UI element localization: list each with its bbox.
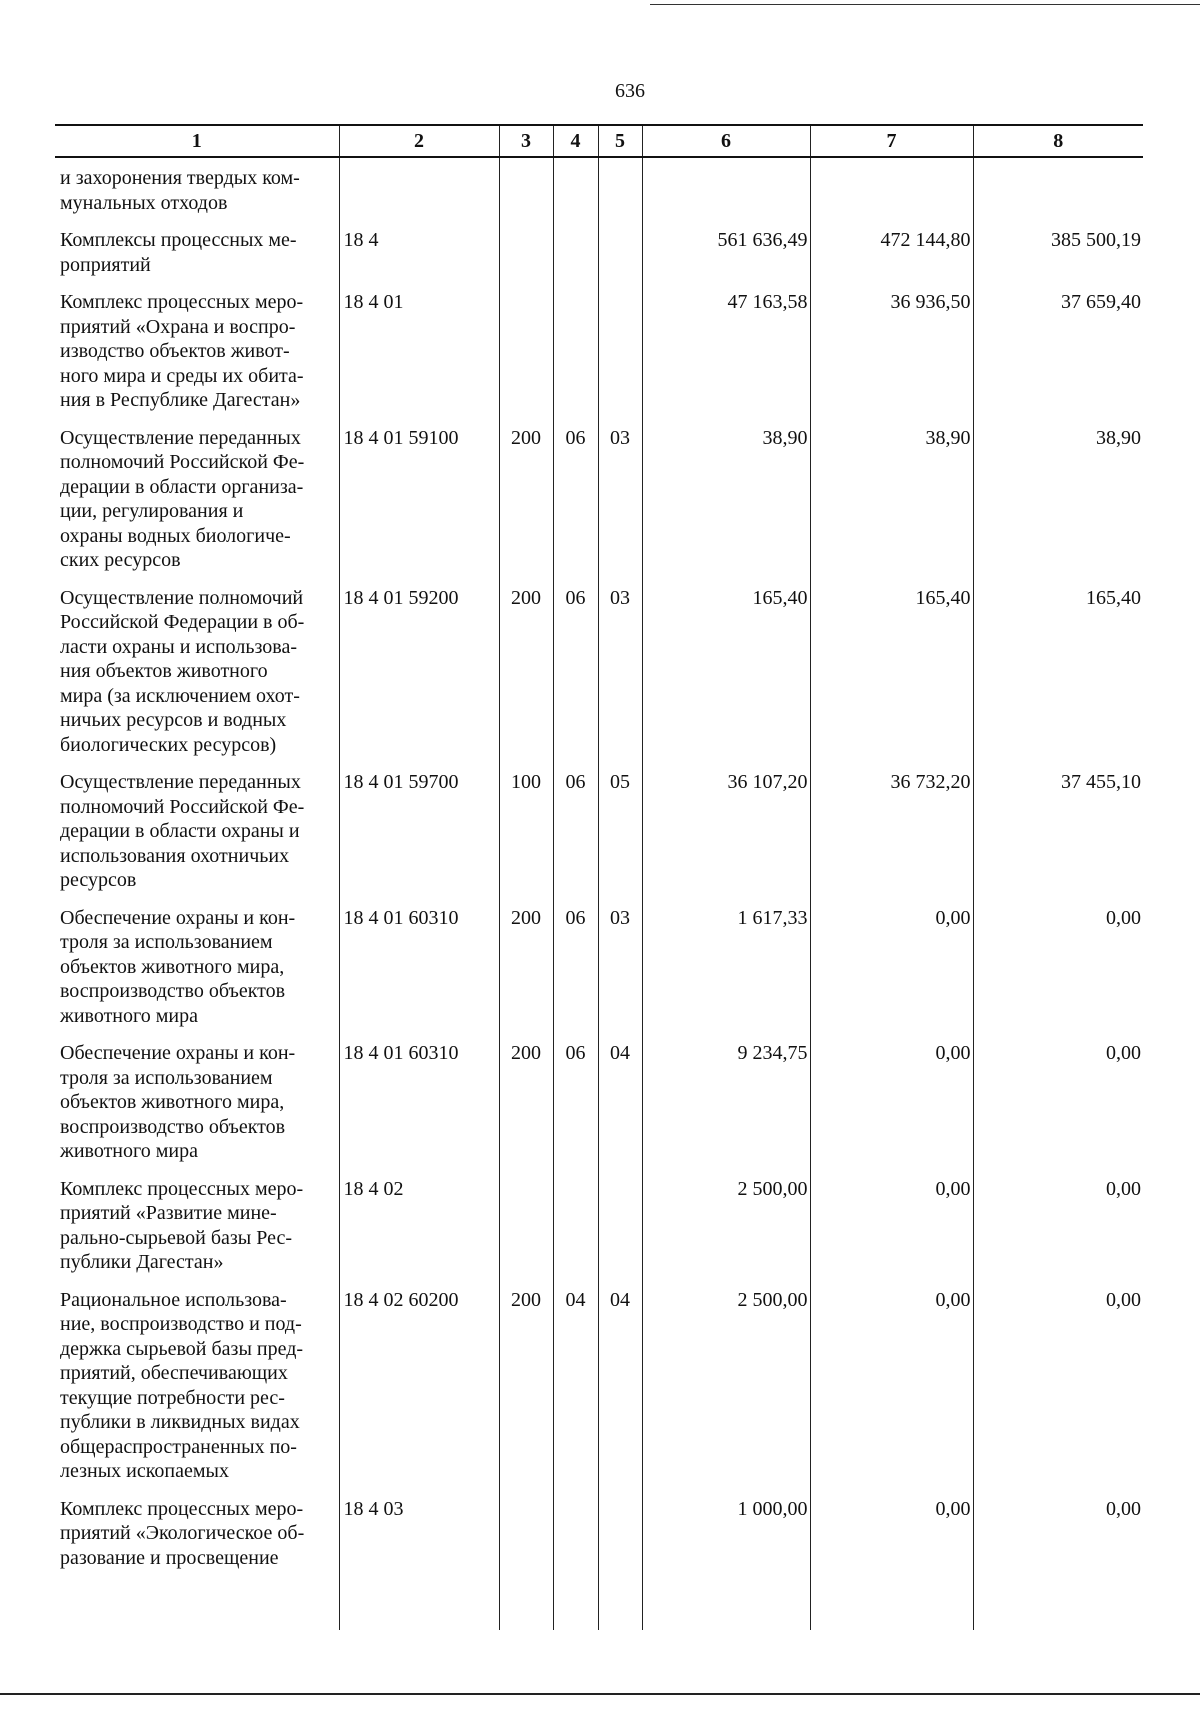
row-col3-cell — [499, 1164, 553, 1275]
row-name-cell: и захоронения твердых ком- мунальных отходов — [60, 167, 300, 214]
row-amount-col6-cell: 1 000,00 — [642, 1484, 810, 1571]
row-code-cell: 18 4 01 — [339, 277, 499, 413]
row-amount-col8-cell: 0,00 — [973, 1484, 1143, 1571]
row-col4-cell: 06 — [553, 413, 598, 573]
row-code-cell: 18 4 01 59200 — [339, 573, 499, 758]
row-col3-cell — [499, 1484, 553, 1571]
row-col4-cell: 06 — [553, 893, 598, 1029]
table-body — [55, 157, 1143, 1630]
row-col3-cell: 200 — [499, 1028, 553, 1164]
filler-cell — [55, 1570, 339, 1630]
row-col5-cell — [598, 157, 642, 215]
row-amount-col6-cell: 2 500,00 — [642, 1164, 810, 1275]
row-amount-col8-cell: 37 659,40 — [973, 277, 1143, 413]
row-col3-cell — [499, 215, 553, 277]
row-amount-col6-cell: 36 107,20 — [642, 757, 810, 893]
column-header-7: 7 — [810, 125, 973, 157]
table-header-row — [55, 125, 1143, 157]
row-name-cell: Рациональное использова- ние, воспроизводство и под- держка сырьевой базы пред- приятий, обеспечивающих текущие потребности рес- публики в ликвидных видах общераспространенных по- лезных ископаемых — [60, 1288, 304, 1482]
column-header-6: 6 — [642, 125, 810, 157]
filler-cell — [642, 1570, 810, 1630]
row-amount-col6-cell: 2 500,00 — [642, 1275, 810, 1484]
row-name-cell: Комплексы процессных ме- роприятий — [60, 229, 297, 276]
row-amount-col7-cell: 165,40 — [810, 573, 973, 758]
row-amount-col8-cell: 0,00 — [973, 1028, 1143, 1164]
filler-cell — [810, 1570, 973, 1630]
table-row — [55, 1164, 1143, 1275]
row-amount-col7-cell — [810, 157, 973, 215]
row-amount-col7-cell: 472 144,80 — [810, 215, 973, 277]
row-col3-cell: 200 — [499, 413, 553, 573]
budget-table — [55, 124, 1143, 1630]
row-amount-col7-cell: 0,00 — [810, 1484, 973, 1571]
row-amount-col6-cell: 561 636,49 — [642, 215, 810, 277]
row-col5-cell — [598, 1164, 642, 1275]
row-col4-cell — [553, 1164, 598, 1275]
row-col4-cell: 04 — [553, 1275, 598, 1484]
top-scan-rule — [650, 4, 1200, 5]
row-col4-cell: 06 — [553, 757, 598, 893]
row-col3-cell: 200 — [499, 1275, 553, 1484]
row-name-cell: Комплекс процессных меро- приятий «Развитие мине- рально-сырьевой базы Рес- публики Дагестан» — [60, 1177, 304, 1273]
row-code-cell: 18 4 03 — [339, 1484, 499, 1571]
row-col3-cell — [499, 277, 553, 413]
row-amount-col6-cell: 165,40 — [642, 573, 810, 758]
row-code-cell — [339, 157, 499, 215]
row-name-cell: Обеспечение охраны и кон- троля за использованием объектов животного мира, воспроизводство объектов животного мира — [60, 1042, 296, 1162]
row-col5-cell: 03 — [598, 573, 642, 758]
table-row — [55, 1028, 1143, 1164]
row-code-cell: 18 4 01 60310 — [339, 1028, 499, 1164]
row-col3-cell: 100 — [499, 757, 553, 893]
filler-cell — [553, 1570, 598, 1630]
table-row — [55, 413, 1143, 573]
row-amount-col6-cell — [642, 157, 810, 215]
filler-cell — [339, 1570, 499, 1630]
row-col4-cell: 06 — [553, 573, 598, 758]
table-row — [55, 215, 1143, 277]
row-code-cell: 18 4 01 59700 — [339, 757, 499, 893]
column-header-8: 8 — [973, 125, 1143, 157]
row-col4-cell — [553, 1484, 598, 1571]
row-code-cell: 18 4 — [339, 215, 499, 277]
row-amount-col7-cell: 0,00 — [810, 1275, 973, 1484]
row-name-cell: Осуществление переданных полномочий Российской Фе- дерации в области охраны и использования охотничьих ресурсов — [60, 771, 305, 891]
row-amount-col8-cell: 0,00 — [973, 1164, 1143, 1275]
filler-cell — [973, 1570, 1143, 1630]
row-amount-col6-cell: 9 234,75 — [642, 1028, 810, 1164]
row-amount-col7-cell: 0,00 — [810, 1028, 973, 1164]
row-col5-cell: 03 — [598, 893, 642, 1029]
row-col5-cell: 05 — [598, 757, 642, 893]
table-row — [55, 157, 1143, 215]
row-amount-col6-cell: 47 163,58 — [642, 277, 810, 413]
column-header-4: 4 — [553, 125, 598, 157]
row-col3-cell: 200 — [499, 893, 553, 1029]
row-name-cell: Осуществление переданных полномочий Российской Фе- дерации в области организа- ции, регулирования и охраны водных биологиче- ских ресурсов — [60, 426, 305, 571]
row-col4-cell — [553, 277, 598, 413]
row-col5-cell — [598, 277, 642, 413]
row-code-cell: 18 4 02 60200 — [339, 1275, 499, 1484]
row-col5-cell: 03 — [598, 413, 642, 573]
bottom-scan-rule — [0, 1693, 1200, 1695]
row-col4-cell — [553, 215, 598, 277]
column-header-3: 3 — [499, 125, 553, 157]
table-row — [55, 1484, 1143, 1571]
row-amount-col8-cell: 0,00 — [973, 1275, 1143, 1484]
row-amount-col8-cell — [973, 157, 1143, 215]
row-amount-col6-cell: 38,90 — [642, 413, 810, 573]
row-col5-cell — [598, 215, 642, 277]
row-amount-col6-cell: 1 617,33 — [642, 893, 810, 1029]
row-code-cell: 18 4 02 — [339, 1164, 499, 1275]
row-amount-col8-cell: 0,00 — [973, 893, 1143, 1029]
table-row — [55, 1275, 1143, 1484]
row-col3-cell — [499, 157, 553, 215]
row-code-cell: 18 4 01 60310 — [339, 893, 499, 1029]
page-number: 636 — [615, 80, 645, 102]
row-amount-col7-cell: 0,00 — [810, 1164, 973, 1275]
column-header-2: 2 — [339, 125, 499, 157]
row-code-cell: 18 4 01 59100 — [339, 413, 499, 573]
row-amount-col8-cell: 37 455,10 — [973, 757, 1143, 893]
row-amount-col8-cell: 165,40 — [973, 573, 1143, 758]
row-col5-cell: 04 — [598, 1028, 642, 1164]
row-amount-col8-cell: 385 500,19 — [973, 215, 1143, 277]
budget-table-container — [55, 124, 1143, 1608]
column-header-1: 1 — [55, 125, 339, 157]
table-row — [55, 277, 1143, 413]
row-amount-col7-cell: 36 732,20 — [810, 757, 973, 893]
row-amount-col7-cell: 38,90 — [810, 413, 973, 573]
row-col4-cell — [553, 157, 598, 215]
table-row — [55, 573, 1143, 758]
row-name-cell: Комплекс процессных меро- приятий «Охрана и воспро- изводство объектов живот- ного мира и среды их обита- ния в Республике Дагестан» — [60, 291, 304, 411]
row-col4-cell: 06 — [553, 1028, 598, 1164]
row-amount-col7-cell: 0,00 — [810, 893, 973, 1029]
row-amount-col8-cell: 38,90 — [973, 413, 1143, 573]
row-name-cell: Комплекс процессных меро- приятий «Экологическое об- разование и просвещение — [60, 1497, 305, 1569]
row-col5-cell — [598, 1484, 642, 1571]
row-amount-col7-cell: 36 936,50 — [810, 277, 973, 413]
table-filler-row — [55, 1570, 1143, 1630]
row-name-cell: Осуществление полномочий Российской Федерации в об- ласти охраны и использова- ния объектов животного мира (за исключением охот- ничьих ресурсов и водных биологических ресурсов) — [60, 586, 305, 756]
filler-cell — [499, 1570, 553, 1630]
table-row — [55, 757, 1143, 893]
row-name-cell: Обеспечение охраны и кон- троля за использованием объектов животного мира, воспроизводство объектов животного мира — [60, 906, 296, 1027]
table-row — [55, 893, 1143, 1029]
row-col3-cell: 200 — [499, 573, 553, 758]
filler-cell — [598, 1570, 642, 1630]
row-col5-cell: 04 — [598, 1275, 642, 1484]
column-header-5: 5 — [598, 125, 642, 157]
